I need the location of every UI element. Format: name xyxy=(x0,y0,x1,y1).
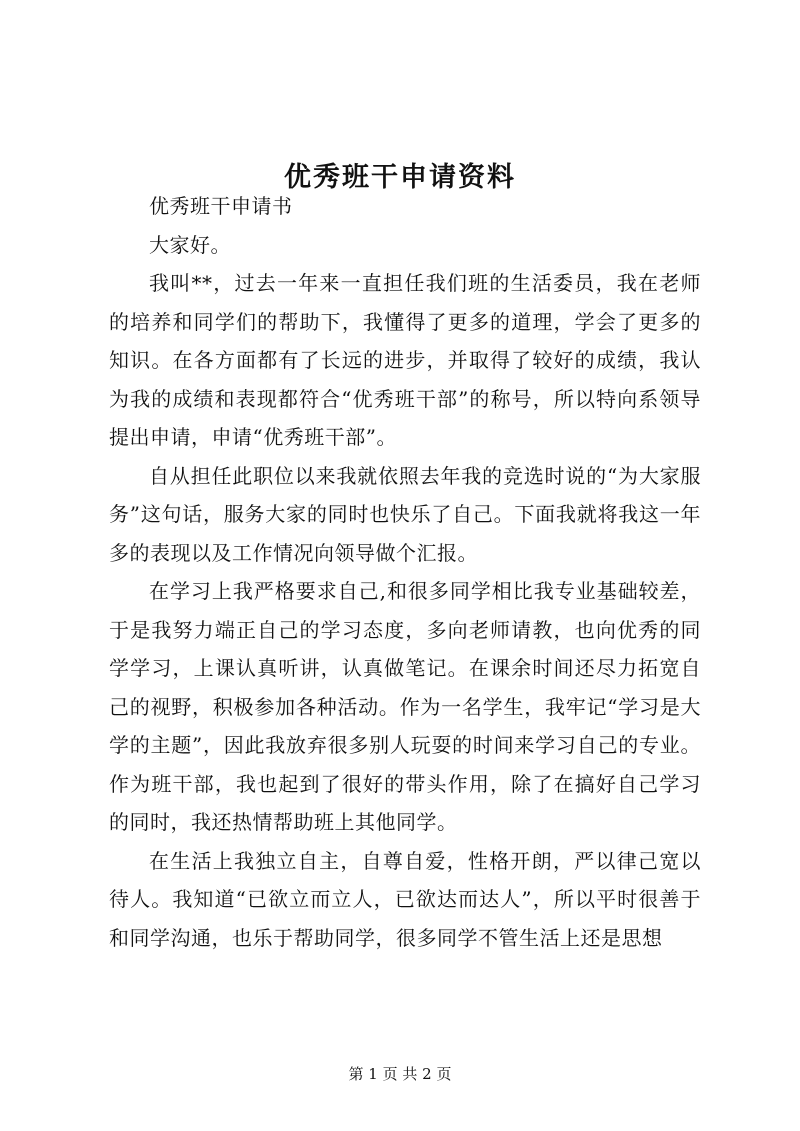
paragraph-life: 在生活上我独立自主，自尊自爱，性格开朗，严以律己宽以待人。我知道“已欲立而立人，已欲达而达人”，所以平时很善于和同学沟通，也乐于帮助同学，很多同学不管生活上还是思想 xyxy=(109,848,701,950)
paragraph-greeting: 大家好。 xyxy=(149,232,231,257)
page-number-footer: 第 1 页 共 2 页 xyxy=(348,1065,452,1083)
paragraph-study: 在学习上我严格要求自己,和很多同学相比我专业基础较差，于是我努力端正自己的学习态度，多向老师请教，也向优秀的同学学习，上课认真听讲，认真做笔记。在课余时间还尽力拓宽自己的视野，积极参加各种活动。作为一名学生，我牢记“学习是大学的主题”，因此我放弃很多别人玩耍的时间来学习自己的专业。作为班干部，我也起到了很好的带头作用，除了在搞好自己学习的同时，我还热情帮助班上其他同学。 xyxy=(109,579,701,834)
document-body xyxy=(109,187,701,957)
paragraph-heading: 优秀班干申请书 xyxy=(149,194,293,218)
document-title: 优秀班干申请资料 xyxy=(284,162,516,194)
paragraph-service: 自从担任此职位以来我就依照去年我的竞选时说的“为大家服务”这句话，服务大家的同时也快乐了自己。下面我就将我这一年多的表现以及工作情况向领导做个汇报。 xyxy=(109,463,701,565)
paragraph-introduction: 我叫**，过去一年来一直担任我们班的生活委员，我在老师的培养和同学们的帮助下，我懂得了更多的道理，学会了更多的知识。在各方面都有了长远的进步，并取得了较好的成绩，我认为我的成绩和表现都符合“优秀班干部”的称号，所以特向系领导提出申请，申请“优秀班干部”。 xyxy=(109,271,701,449)
